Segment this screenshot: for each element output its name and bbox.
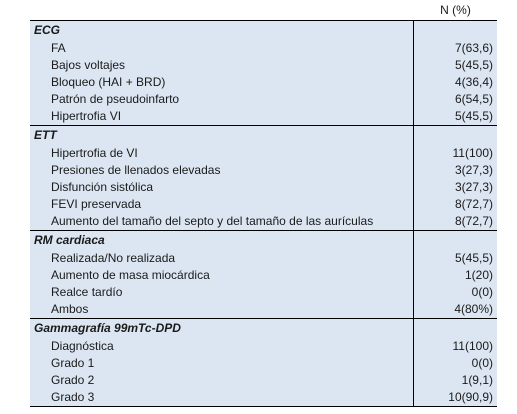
row-label: Grado 2 [51,373,95,387]
table-row [30,57,497,74]
section-title-row [30,126,497,145]
row-label: Bloqueo (HAI + BRD) [51,75,166,89]
row-label: Hipertrofia de VI [51,146,138,160]
section-gammagrafia [30,318,497,406]
row-label: Aumento de masa miocárdica [51,268,210,282]
results-table [30,20,497,407]
table-row [30,372,497,389]
section-title-row [30,231,497,250]
row-value: 5(45,5) [454,109,493,123]
table-row [30,284,497,301]
section-title: ECG [34,23,61,37]
section-title: Gammagrafía 99mTc-DPD [34,321,181,335]
row-value: 3(27,3) [454,180,493,194]
row-label: Hipertrofia VI [51,109,122,123]
section-ecg [30,21,497,125]
row-value: 5(45,5) [454,251,493,265]
table-row [30,338,497,355]
row-label: FA [51,41,66,55]
table-row [30,91,497,108]
row-value: 0(0) [471,285,493,299]
row-value: 10(90,9) [448,390,493,404]
row-value: 7(63,6) [454,41,493,55]
row-value: 4(36,4) [454,75,493,89]
section-title: ETT [34,128,57,142]
row-label: Patrón de pseudoinfarto [51,92,180,106]
table-row [30,301,497,318]
table-row [30,145,497,162]
row-value: 3(27,3) [454,163,493,177]
table-row [30,250,497,267]
table-row [30,267,497,284]
row-label: Grado 1 [51,356,95,370]
row-value: 11(100) [452,339,493,353]
row-label: Grado 3 [51,390,95,404]
row-value: 8(72,7) [454,214,493,228]
row-label: Bajos voltajes [51,58,126,72]
row-value: 11(100) [452,146,493,160]
row-label: Realizada/No realizada [51,251,176,265]
row-value: 4(80%) [454,302,493,316]
section-title: RM cardiaca [34,233,105,247]
section-ett [30,125,497,230]
row-value: 5(45,5) [454,58,493,72]
row-label: FEVI preservada [51,197,142,211]
row-label: Presiones de llenados elevadas [51,163,221,177]
table-row [30,389,497,406]
table-row [30,40,497,57]
table-row [30,162,497,179]
row-label: Realce tardío [51,285,123,299]
row-label: Diagnóstica [51,339,114,353]
row-label: Aumento del tamaño del septo y del tamaño de las aurículas [51,214,374,228]
row-value: 1(20) [464,268,493,282]
table-row [30,74,497,91]
table-row [30,213,497,230]
table-row [30,355,497,372]
row-value: 8(72,7) [454,197,493,211]
row-value: 0(0) [471,356,493,370]
section-title-row [30,21,497,40]
section-rm-cardiaca [30,230,497,318]
section-title-row [30,319,497,338]
row-value: 1(9,1) [461,373,493,387]
table-row [30,179,497,196]
row-value: 6(54,5) [454,92,493,106]
n-percent-header: N (%) [440,3,471,17]
table-row [30,108,497,125]
table-row [30,196,497,213]
row-label: Ambos [51,302,89,316]
row-label: Disfunción sistólica [51,180,154,194]
table-header-row [30,0,497,20]
